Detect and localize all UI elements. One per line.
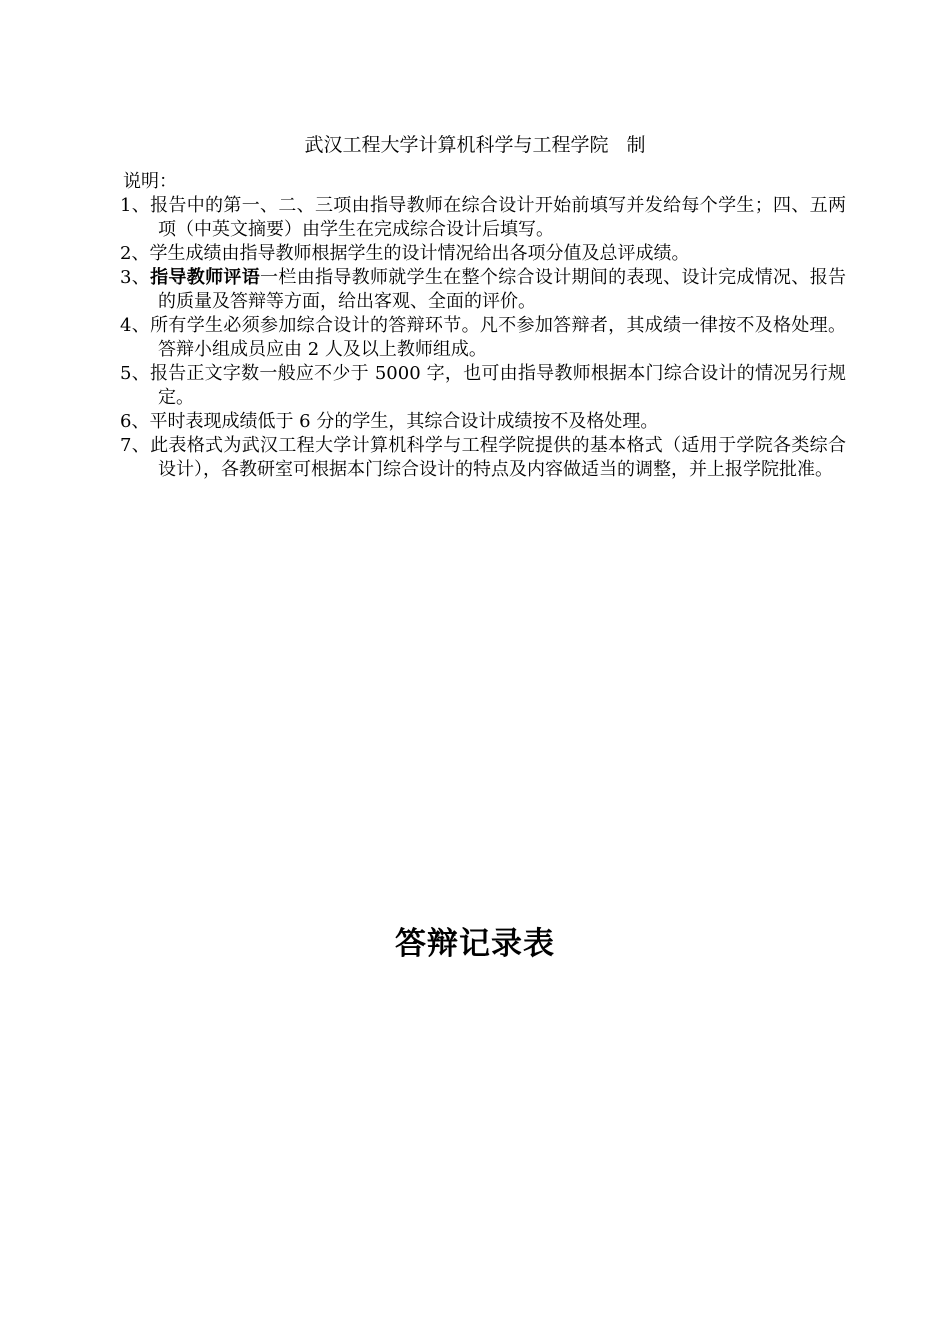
instruction-item-6: 6、平时表现成绩低于 6 分的学生，其综合设计成绩按不及格处理。 bbox=[120, 411, 659, 432]
instructions-block bbox=[120, 170, 846, 482]
instruction-item-5: 5、报告正文字数一般应不少于 5000 字，也可由指导教师根据本门综合设计的情况另行规定。 bbox=[120, 363, 846, 408]
instruction-item-1: 1、报告中的第一、二、三项由指导教师在综合设计开始前填写并发给每个学生；四、五两项（中英文摘要）由学生在完成综合设计后填写。 bbox=[120, 195, 846, 240]
instructions-heading: 说明： bbox=[123, 171, 177, 192]
instruction-item-3 bbox=[120, 266, 846, 314]
section-title: 答辩记录表 bbox=[395, 926, 555, 962]
instruction-item-7: 7、此表格式为武汉工程大学计算机科学与工程学院提供的基本格式（适用于学院各类综合设计），各教研室可根据本门综合设计的特点及内容做适当的调整，并上报学院批准。 bbox=[120, 435, 846, 480]
instruction-item-4: 4、所有学生必须参加综合设计的答辩环节。凡不参加答辩者，其成绩一律按不及格处理。答辩小组成员应由 2 人及以上教师组成。 bbox=[120, 315, 846, 360]
instruction-item-3-bold-term: 指导教师评语 bbox=[150, 267, 261, 288]
instruction-item-3-rest: 一栏由指导教师就学生在整个综合设计期间的表现、设计完成情况、报告的质量及答辩等方面，给出客观、全面的评价。 bbox=[158, 267, 847, 312]
instruction-item-2: 2、学生成绩由指导教师根据学生的设计情况给出各项分值及总评成绩。 bbox=[120, 243, 690, 264]
college-signature-line: 武汉工程大学计算机科学与工程学院 制 bbox=[304, 134, 646, 156]
instruction-item-3-prefix: 3、 bbox=[120, 267, 151, 288]
